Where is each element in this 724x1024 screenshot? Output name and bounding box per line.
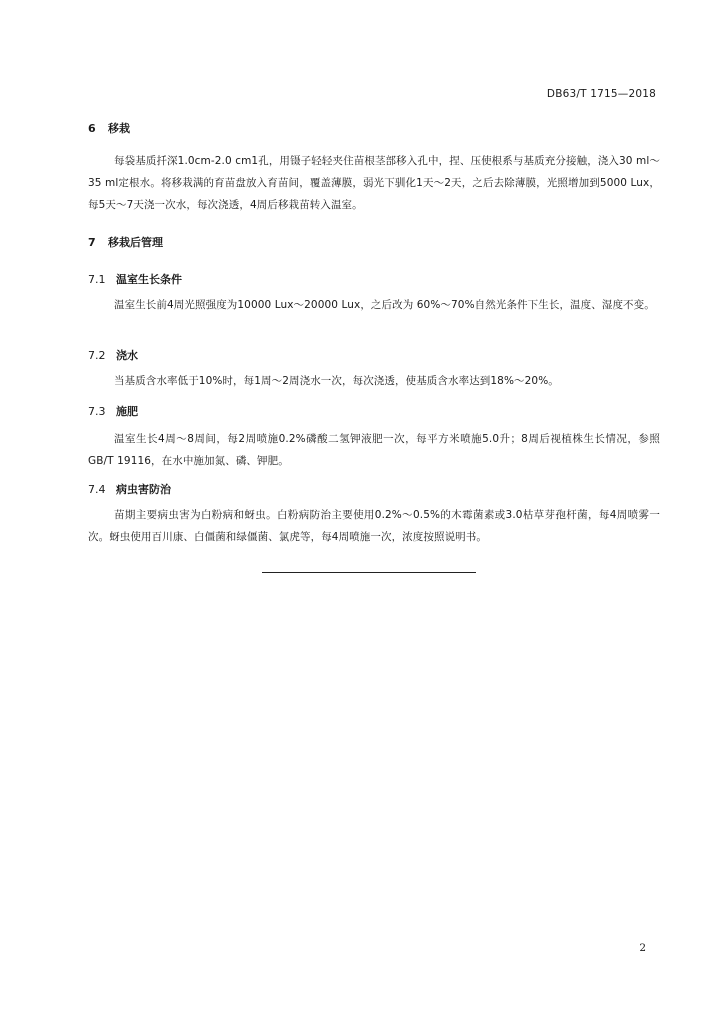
subsection-7-4-paragraph: 苗期主要病虫害为白粉病和蚜虫。白粉病防治主要使用0.2%～0.5%的木霉菌素或3.0枯草芽孢杆菌，每4周喷雾一次。蚜虫使用百川康、白僵菌和绿僵菌、氯虎等，每4周喷施一次，浓度按照说明书。 [88,509,660,543]
subsection-7-2-heading [88,347,138,363]
subsection-7-1-heading [88,271,182,287]
subsection-7-3-paragraph: 温室生长4周～8周间，每2周喷施0.2%磷酸二氢钾液肥一次，每平方米喷施5.0升；8周后视植株生长情况，参照GB/T 19116，在水中施加氮、磷、钾肥。 [88,433,660,467]
subsection-7-2-paragraph: 当基质含水率低于10%时，每1周～2周浇水一次，每次浇透，使基质含水率达到18%～20%。 [114,375,559,387]
subsection-number: 7.2 [88,349,106,362]
section-title: 移栽 [108,122,130,135]
section-number: 7 [88,236,96,249]
subsection-title: 病虫害防治 [116,483,171,496]
subsection-7-4-heading [88,481,171,497]
end-of-text-rule [262,572,476,573]
subsection-7-1-paragraph: 温室生长前4周光照强度为10000 Lux～20000 Lux，之后改为 60%～70%自然光条件下生长，温度、湿度不变。 [114,299,655,311]
subsection-title: 施肥 [116,405,138,418]
subsection-number: 7.4 [88,483,106,496]
section-6-paragraph: 每袋基质扦深1.0cm-2.0 cm1孔，用镊子轻轻夹住苗根茎部移入孔中，捏、压使根系与基质充分接触，浇入30 ml～35 ml定根水。将移栽满的育苗盘放入育苗间，覆盖薄膜，弱光下驯化1天～2天，之后去除薄膜，光照增加到5000 Lux，每5天～7天浇一次水，每次浇透，4周后移栽苗转入温室。 [88,155,660,211]
section-6-heading [88,120,130,136]
subsection-7-3-heading [88,403,138,419]
subsection-title: 温室生长条件 [116,273,182,286]
section-7-heading [88,234,163,250]
subsection-number: 7.3 [88,405,106,418]
subsection-number: 7.1 [88,273,106,286]
page-number: 2 [639,942,646,954]
section-number: 6 [88,122,96,135]
subsection-title: 浇水 [116,349,138,362]
standard-code: DB63/T 1715—2018 [546,88,656,100]
section-title: 移栽后管理 [108,236,163,249]
